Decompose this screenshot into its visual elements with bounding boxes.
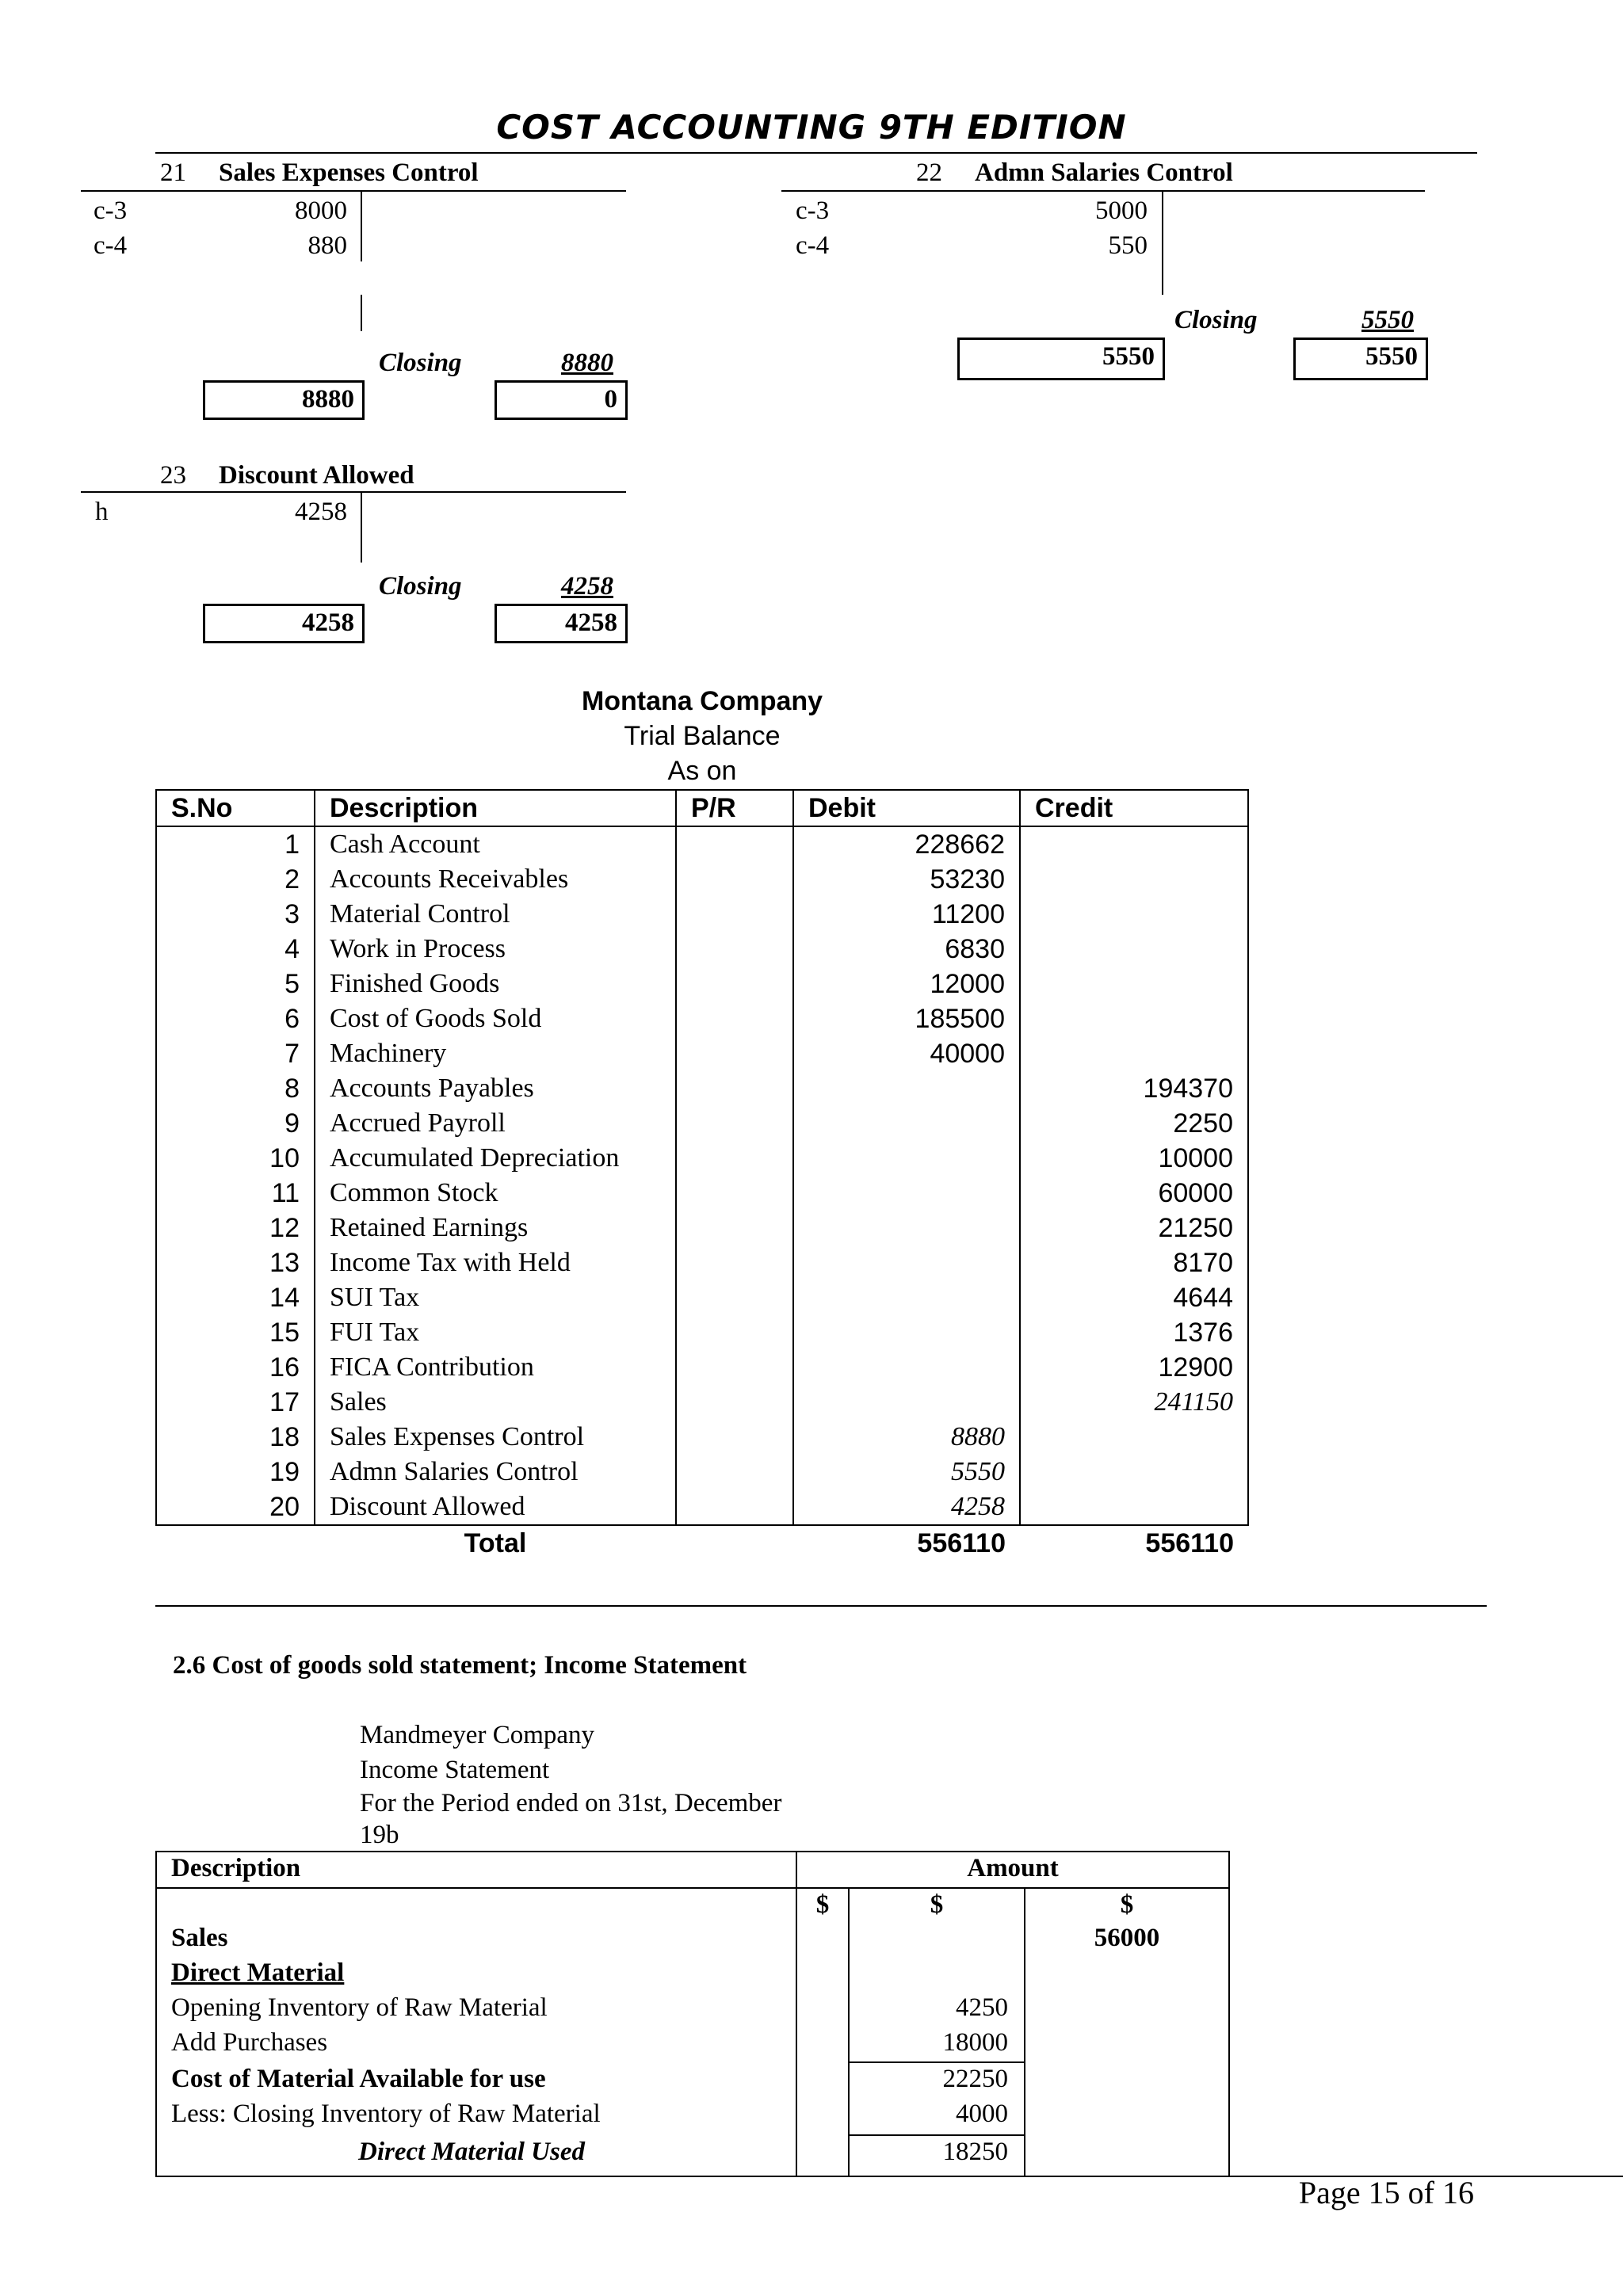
cell-sno: 19 (156, 1455, 315, 1489)
table-row (156, 1280, 1248, 1315)
statement-title: Income Statement (360, 1756, 550, 1784)
table-row (156, 1350, 1248, 1385)
cell-sno: 2 (156, 862, 315, 897)
cell-description: Admn Salaries Control (315, 1455, 676, 1489)
row-label: Less: Closing Inventory of Raw Material (171, 2100, 601, 2128)
table-row (156, 1001, 1248, 1036)
cell-pr (676, 1001, 793, 1036)
cell-sno: 7 (156, 1036, 315, 1071)
cell-credit (1020, 1001, 1248, 1036)
cell-credit: 1376 (1020, 1315, 1248, 1350)
row-amount: 56000 (1094, 1924, 1160, 1952)
cell-sno: 12 (156, 1211, 315, 1245)
cell-pr (676, 1455, 793, 1489)
cell-credit: 194370 (1020, 1071, 1248, 1106)
ledger-amount: 4258 (295, 498, 347, 526)
cell-sno: 16 (156, 1350, 315, 1385)
section-heading: 2.6 Cost of goods sold statement; Income Statement (173, 1651, 747, 1680)
cell-pr (676, 1315, 793, 1350)
row-label: Opening Inventory of Raw Material (171, 1993, 548, 2022)
table-row (156, 897, 1248, 932)
cell-pr (676, 932, 793, 967)
cell-debit (793, 1385, 1020, 1420)
trial-balance-title: Trial Balance (624, 721, 781, 751)
table-row (156, 1245, 1248, 1280)
cell-pr (676, 826, 793, 862)
cell-credit (1020, 1489, 1248, 1525)
cell-pr (676, 1036, 793, 1071)
cell-pr (676, 967, 793, 1001)
cell-pr (676, 1141, 793, 1176)
cell-credit: 241150 (1020, 1385, 1248, 1420)
cell-pr (676, 1211, 793, 1245)
cell-debit: 228662 (793, 826, 1020, 862)
cell-pr (676, 897, 793, 932)
row-amount: 4000 (956, 2100, 1008, 2128)
cell-debit (793, 1176, 1020, 1211)
col-header-description: Description (171, 1854, 301, 1882)
cell-sno: 1 (156, 826, 315, 862)
ledger-amount: 5000 (1095, 196, 1148, 225)
cell-description: Work in Process (315, 932, 676, 967)
cell-credit (1020, 932, 1248, 967)
page-header-title: COST ACCOUNTING 9TH EDITION (496, 108, 1127, 147)
cell-credit: 60000 (1020, 1176, 1248, 1211)
total-row (156, 1525, 1248, 1561)
row-label: Direct Material (171, 1958, 345, 1987)
table-row (156, 1176, 1248, 1211)
cell-description: Finished Goods (315, 967, 676, 1001)
statement-period: For the Period ended on 31st, December (360, 1789, 782, 1817)
cell-debit: 8880 (793, 1420, 1020, 1455)
cell-description: FICA Contribution (315, 1350, 676, 1385)
cell-debit: 12000 (793, 967, 1020, 1001)
col-header-amount: Amount (967, 1854, 1059, 1882)
cell-description: Sales Expenses Control (315, 1420, 676, 1455)
cell-description: Common Stock (315, 1176, 676, 1211)
cell-credit (1020, 862, 1248, 897)
account-number: 22 (916, 158, 942, 187)
cell-description: FUI Tax (315, 1315, 676, 1350)
credit-total-box: 5550 (1293, 338, 1428, 380)
total-credit: 556110 (1145, 1528, 1234, 1558)
currency-symbol: $ (815, 1890, 830, 1919)
cell-pr (676, 1071, 793, 1106)
cell-debit (793, 1350, 1020, 1385)
col-header-credit: Credit (1020, 790, 1248, 826)
header-rule (155, 152, 1477, 154)
cell-credit (1020, 1036, 1248, 1071)
row-label: Cost of Material Available for use (171, 2065, 546, 2093)
table-row (156, 1106, 1248, 1141)
trial-balance-as-on: As on (667, 756, 737, 786)
cell-description: Retained Earnings (315, 1211, 676, 1245)
cell-description: Material Control (315, 897, 676, 932)
cell-debit (793, 1315, 1020, 1350)
debit-total-box: 4258 (203, 604, 365, 643)
cell-sno: 10 (156, 1141, 315, 1176)
cell-pr (676, 1280, 793, 1315)
col-header-pr: P/R (676, 790, 793, 826)
cell-debit: 4258 (793, 1489, 1020, 1525)
cell-pr (676, 1176, 793, 1211)
ledger-ref: c-3 (94, 196, 128, 225)
cell-credit: 21250 (1020, 1211, 1248, 1245)
closing-amount: 8880 (561, 349, 613, 377)
credit-total-box: 0 (495, 380, 628, 420)
account-name: Admn Salaries Control (975, 158, 1233, 187)
cell-debit: 40000 (793, 1036, 1020, 1071)
closing-amount: 5550 (1361, 306, 1414, 334)
ledger-amount: 550 (1108, 231, 1148, 260)
currency-symbol: $ (930, 1890, 944, 1919)
cell-sno: 17 (156, 1385, 315, 1420)
cell-sno (156, 1525, 315, 1561)
cell-pr (676, 1385, 793, 1420)
cell-credit (1020, 897, 1248, 932)
cell-pr (676, 862, 793, 897)
total-label: Total (464, 1528, 527, 1558)
table-row (156, 1455, 1248, 1489)
row-label: Add Purchases (171, 2028, 328, 2057)
row-amount: 22250 (942, 2065, 1008, 2093)
cell-sno: 15 (156, 1315, 315, 1350)
closing-label: Closing (1174, 306, 1258, 334)
table-row (156, 932, 1248, 967)
cell-debit (793, 1071, 1020, 1106)
ledger-ref: h (95, 498, 109, 526)
cell-credit: 4644 (1020, 1280, 1248, 1315)
cell-credit: 12900 (1020, 1350, 1248, 1385)
account-number: 21 (160, 158, 186, 187)
cell-debit (793, 1245, 1020, 1280)
cell-sno: 18 (156, 1420, 315, 1455)
cell-credit: 8170 (1020, 1245, 1248, 1280)
row-amount: 18250 (942, 2138, 1008, 2166)
cell-debit: 53230 (793, 862, 1020, 897)
cell-credit: 2250 (1020, 1106, 1248, 1141)
cell-sno: 20 (156, 1489, 315, 1525)
cell-credit (1020, 1455, 1248, 1489)
table-row (156, 826, 1248, 862)
cell-debit (793, 1141, 1020, 1176)
ledger-ref: c-3 (796, 196, 830, 225)
cell-sno: 14 (156, 1280, 315, 1315)
table-header-row (156, 790, 1248, 826)
col-header-sno: S.No (156, 790, 315, 826)
cell-pr (676, 1525, 793, 1561)
cell-description: Accrued Payroll (315, 1106, 676, 1141)
cell-description: Discount Allowed (315, 1489, 676, 1525)
cell-pr (676, 1489, 793, 1525)
cell-description: Accounts Payables (315, 1071, 676, 1106)
row-amount: 18000 (942, 2028, 1008, 2057)
cell-sno: 5 (156, 967, 315, 1001)
cell-sno: 11 (156, 1176, 315, 1211)
cell-description: Accumulated Depreciation (315, 1141, 676, 1176)
table-row (156, 1489, 1248, 1525)
trial-balance-company: Montana Company (581, 686, 823, 716)
credit-total-box: 4258 (495, 604, 628, 643)
table-row (156, 1036, 1248, 1071)
ledger-ref: c-4 (796, 231, 830, 260)
closing-label: Closing (379, 349, 462, 377)
table-row (156, 1420, 1248, 1455)
table-row (156, 1211, 1248, 1245)
debit-total-box: 5550 (957, 338, 1165, 380)
cell-sno: 13 (156, 1245, 315, 1280)
account-name: Discount Allowed (219, 461, 414, 490)
cell-credit (1020, 967, 1248, 1001)
cell-description: Cost of Goods Sold (315, 1001, 676, 1036)
account-name: Sales Expenses Control (219, 158, 479, 187)
cell-sno: 6 (156, 1001, 315, 1036)
cell-credit (1020, 826, 1248, 862)
page-number: Page 15 of 16 (1298, 2175, 1474, 2210)
row-label: Sales (171, 1924, 228, 1952)
col-header-description: Description (315, 790, 676, 826)
row-amount: 4250 (956, 1993, 1008, 2022)
cell-description: Accounts Receivables (315, 862, 676, 897)
ledger-amount: 880 (307, 231, 347, 260)
closing-amount: 4258 (561, 572, 613, 601)
cell-sno: 3 (156, 897, 315, 932)
statement-company: Mandmeyer Company (360, 1721, 595, 1749)
table-row (156, 1141, 1248, 1176)
cell-debit (793, 1280, 1020, 1315)
cell-sno: 4 (156, 932, 315, 967)
table-row (156, 967, 1248, 1001)
income-statement-table (155, 1851, 1230, 2177)
cell-pr (676, 1350, 793, 1385)
table-row (156, 1071, 1248, 1106)
ledger-amount: 8000 (295, 196, 347, 225)
cell-debit (793, 1106, 1020, 1141)
cell-description: Income Tax with Held (315, 1245, 676, 1280)
section-divider (155, 1605, 1487, 1607)
cell-description: Machinery (315, 1036, 676, 1071)
cell-description: Cash Account (315, 826, 676, 862)
cell-debit (793, 1211, 1020, 1245)
cell-pr (676, 1420, 793, 1455)
cell-description: Sales (315, 1385, 676, 1420)
cell-pr (676, 1245, 793, 1280)
cell-description: SUI Tax (315, 1280, 676, 1315)
ledger-ref: c-4 (94, 231, 128, 260)
table-row (156, 1385, 1248, 1420)
cell-pr (676, 1106, 793, 1141)
cell-sno: 8 (156, 1071, 315, 1106)
cell-debit: 185500 (793, 1001, 1020, 1036)
cell-debit: 5550 (793, 1455, 1020, 1489)
row-label: Direct Material Used (358, 2138, 585, 2166)
trial-balance-table (155, 789, 1249, 1561)
debit-total-box: 8880 (203, 380, 365, 420)
col-header-debit: Debit (793, 790, 1020, 826)
cell-debit: 6830 (793, 932, 1020, 967)
cell-debit: 11200 (793, 897, 1020, 932)
cell-credit (1020, 1420, 1248, 1455)
statement-year: 19b (360, 1821, 399, 1849)
cell-credit: 10000 (1020, 1141, 1248, 1176)
currency-symbol: $ (1120, 1890, 1134, 1919)
cell-sno: 9 (156, 1106, 315, 1141)
total-debit: 556110 (917, 1528, 1006, 1558)
table-row (156, 1315, 1248, 1350)
table-row (156, 862, 1248, 897)
account-number: 23 (160, 461, 186, 490)
closing-label: Closing (379, 572, 462, 601)
